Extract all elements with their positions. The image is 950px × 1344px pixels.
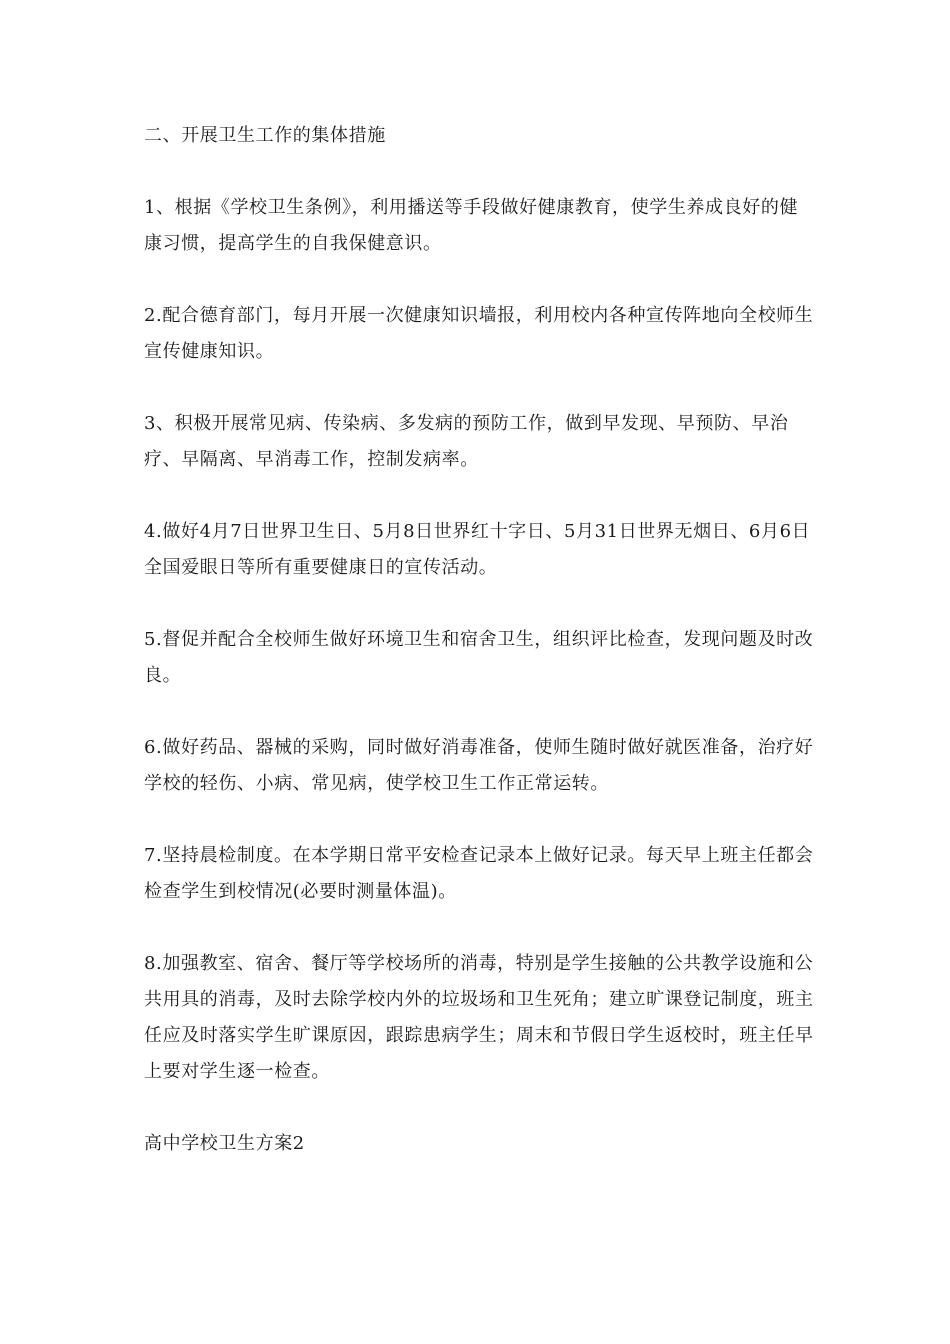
measure-item-3: 3、积极开展常见病、传染病、多发病的预防工作，做到早发现、早预防、早治疗、早隔离、早消毒工作，控制发病率。 xyxy=(144,413,789,470)
measure-item-2: 2.配合德育部门，每月开展一次健康知识墙报，利用校内各种宣传阵地向全校师生宣传健康知识。 xyxy=(144,305,814,362)
measure-item-7: 7.坚持晨检制度。在本学期日常平安检查记录本上做好记录。每天早上班主任都会检查学生到校情况(必要时测量体温)。 xyxy=(144,845,814,902)
measure-item-1: 1、根据《学校卫生条例》，利用播送等手段做好健康教育，使学生养成良好的健康习惯，提高学生的自我保健意识。 xyxy=(144,197,799,254)
measure-item-6: 6.做好药品、器械的采购，同时做好消毒准备，使师生随时做好就医准备，治疗好学校的轻伤、小病、常见病，使学校卫生工作正常运转。 xyxy=(144,737,814,794)
measure-item-8: 8.加强教室、宿舍、餐厅等学校场所的消毒，特别是学生接触的公共教学设施和公共用具的消毒，及时去除学校内外的垃圾场和卫生死角；建立旷课登记制度，班主任应及时落实学生旷课原因，跟踪患病学生；周末和节假日学生返校时，班主任早上要对学生逐一检查。 xyxy=(144,953,814,1082)
measure-item-4: 4.做好4月7日世界卫生日、5月8日世界红十字日、5月31日世界无烟日、6月6日全国爱眼日等所有重要健康日的宣传活动。 xyxy=(144,521,811,578)
measure-item-5: 5.督促并配合全校师生做好环境卫生和宿舍卫生，组织评比检查，发现问题及时改良。 xyxy=(144,629,814,686)
section-heading: 二、开展卫生工作的集体措施 xyxy=(144,125,386,146)
document-body xyxy=(144,118,814,1162)
next-section-title: 高中学校卫生方案2 xyxy=(144,1133,305,1154)
